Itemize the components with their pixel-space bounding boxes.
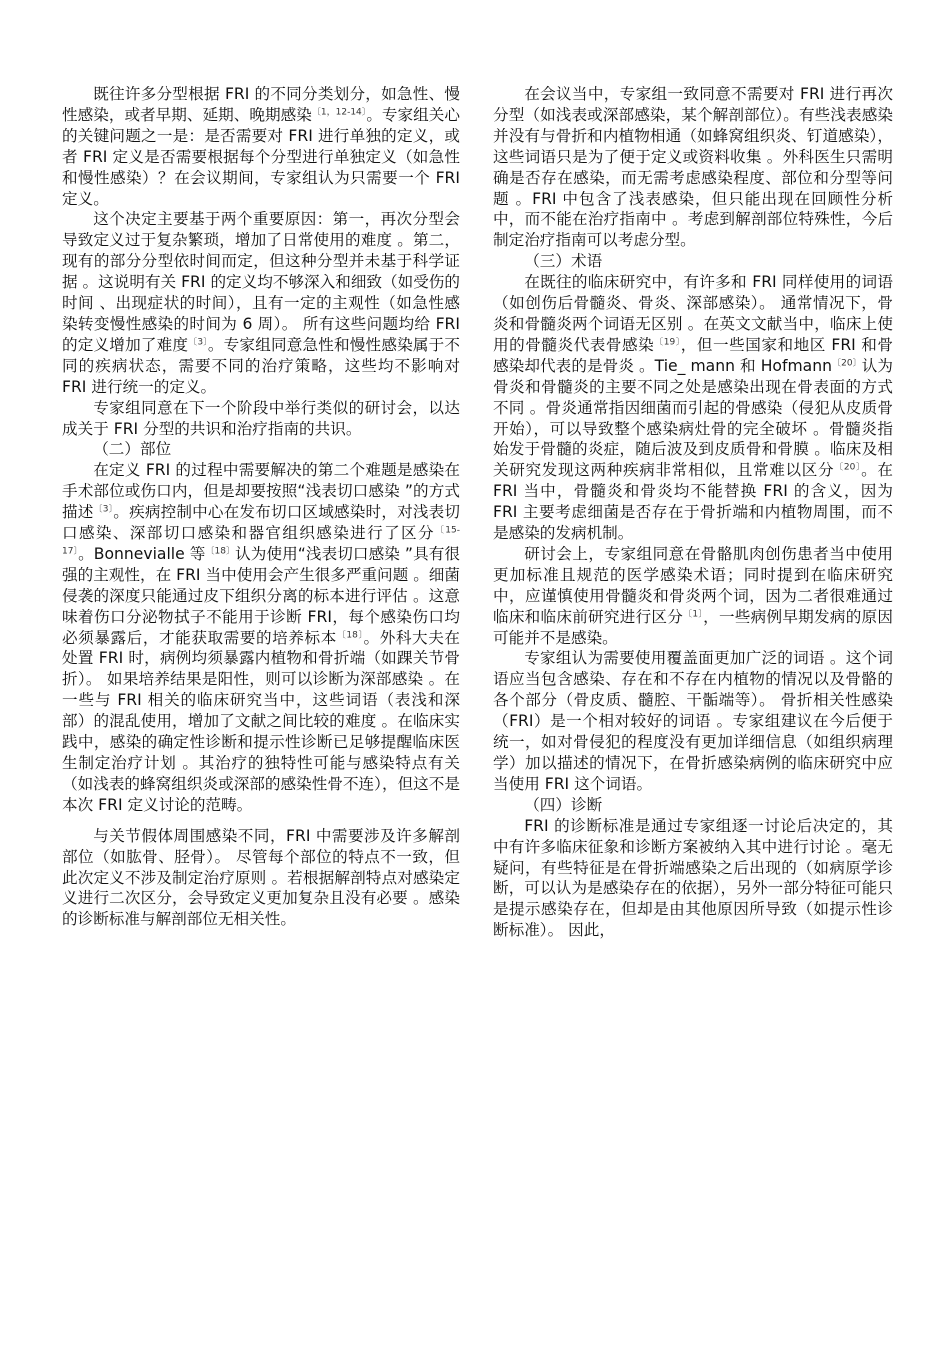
section-heading-location: （二）部位 <box>93 440 172 459</box>
left-paragraph-2: 这个决定主要基于两个重要原因：第一，再次分型会导致定义过于复杂繁琐，增加了日常使用的难度 。第二，现有的部分分型依时间而定，但这种分型并未基于科学证据 。这说明有关 FRI 的定义均不够深入和细致（如受伤的时间 、出现症状的时间），且有一定的主观性（如急性感染转变慢性感染的时间为 6 周）。 所有这些问题均给 FRI 的定义增加了难度$^{〔3〕}$。专家组同意急性和慢性感染属于不同的疾病状态，需要不同的治疗策略，这些均不影响对 FRI 进行统一的定义。 <box>62 210 460 396</box>
right-paragraph-5: FRI 的诊断标准是通过专家组逐一讨论后决定的，其中有许多临床征象和诊断方案被纳入其中进行讨论 。毫无疑问，有些特征是在骨折端感染之后出现的（如病原学诊断，可以认为是感染存在的依据），另外一部分特征可能只是提示感染存在，但却是由其他原因所导致（如提示性诊断标准）。 因此， <box>493 816 893 940</box>
right-column <box>493 84 893 941</box>
left-paragraph-4: 在定义 FRI 的过程中需要解决的第二个难题是感染在手术部位或伤口内，但是却要按照“浅表切口感染 ”的方式描述$^{〔3〕}$。疾病控制中心在发布切口区域感染时，对浅表切口感染、深部切口感染和器官组织感染进行了区分$^{〔15-17〕}$。Bonnevialle 等$^{〔18〕}$认为使用“浅表切口感染 ”具有很强的主观性，在 FRI 当中使用会产生很多严重问题 。细菌侵袭的深度只能通过皮下组织分离的标本进行评估 。这意味着伤口分泌物拭子不能用于诊断 FRI，每个感染伤口均必须暴露后，才能获取需要的培养标本$^{〔18〕}$。外科大夫在处置 FRI 时，病例均须暴露内植物和骨折端（如踝关节骨折）。 如果培养结果是阳性，则可以诊断为深部感染 。在一些与 FRI 相关的临床研究当中，这些词语（表浅和深部）的混乱使用，增加了文献之间比较的难度 。在临床实践中，感染的确定性诊断和提示性诊断已足够提醒临床医生制定治疗计划 。其治疗的独特性可能与感染特点有关（如浅表的蜂窝组织炎或深部的感染性骨不连），但这不是本次 FRI 定义讨论的范畴。 <box>62 461 461 814</box>
section-heading-terminology: （三）术语 <box>524 252 603 271</box>
citation: 〔18〕 <box>205 546 236 557</box>
citation: 〔20〕 <box>834 462 862 473</box>
citation: 〔15-17〕 <box>62 525 460 557</box>
left-paragraph-3: 专家组同意在下一个阶段中举行类似的研讨会，以达成关于 FRI 分型的共识和治疗指南的共识。 <box>62 398 460 438</box>
right-paragraph-3: 研讨会上，专家组同意在骨骼肌肉创伤患者当中使用更加标准且规范的医学感染术语；同时提到在临床研究中，应谨慎使用骨髓炎和骨炎两个词，因为二者很难通过临床和临床前研究进行区分$^{〔1〕}$，一些病例早期发病的原因可能并不是感染。 <box>493 544 893 647</box>
citation: 〔3〕 <box>93 504 114 515</box>
citation: 〔20〕 <box>831 358 862 369</box>
citation: 〔1，12-14〕 <box>311 107 367 118</box>
right-paragraph-2: 在既往的临床研究中，有许多和 FRI 同样使用的词语（如创伤后骨髓炎、骨炎、深部感染）。 通常情况下，骨炎和骨髓炎两个词语无区别 。在英文文献当中，临床上使用的骨髓炎代表骨感染$^{〔19〕}$，但一些国家和地区 FRI 和骨感染却代表的是骨炎 。Tie_ mann 和 Hofmann$^{〔20〕}$认为骨炎和骨髓炎的主要不同之处是感染出现在骨表面的方式不同 。骨炎通常指因细菌而引起的骨感染（侵犯从皮质骨开始），可以导致整个感染病灶骨的完全破坏 。骨髓炎指始发于骨髓的炎症，随后波及到皮质骨和骨膜 。临床及相关研究发现这两种疾病非常相似，且常难以区分$^{〔20〕}$。在 FRI 当中，骨髓炎和骨炎均不能替换 FRI 的含义，因为 FRI 主要考虑细菌是否存在于骨折端和内植物周围，而不是感染的发病机制。 <box>493 273 893 543</box>
right-paragraph-1: 在会议当中，专家组一致同意不需要对 FRI 进行再次分型（如浅表或深部感染，某个解剖部位）。有些浅表感染并没有与骨折和内植物相通（如蜂窝组织炎、钉道感染），这些词语只是为了便于定义或资料收集 。外科医生只需明确是否存在感染，而无需考虑感染程度、部位和分型等问题 。FRI 中包含了浅表感染，但只能出现在回顾性分析中，而不能在治疗指南中 。考虑到解剖部位特殊性，今后制定治疗指南可以考虑分型。 <box>493 85 893 250</box>
left-paragraph-1: 既往许多分型根据 FRI 的不同分类划分，如急性、慢性感染，或者早期、延期、晚期感染$^{〔1,12-14〕}$。专家组关心的关键问题之一是：是否需要对 FRI 进行单独的定义，或者 FRI 定义是否需要根据每个分型进行单独定义（如急性和慢性感染）？在会议期间，专家组认为只需要一个 FRI 定义。 <box>62 85 460 208</box>
right-paragraph-4: 专家组认为需要使用覆盖面更加广泛的词语 。这个词语应当包含感染、存在和不存在内植物的情况以及骨骼的各个部分（骨皮质、髓腔、干骺端等）。 骨折相关性感染（FRI）是一个相对较好的词语 。专家组建议在今后便于统一，如对骨侵犯的程度没有更加详细信息（如组织病理学）加以描述的情况下，在骨折感染病例的临床研究中应当使用 FRI 这个词语。 <box>493 649 893 793</box>
citation: 〔18〕 <box>336 630 364 641</box>
citation: 〔1〕 <box>683 609 704 620</box>
left-paragraph-5: 与关节假体周围感染不同，FRI 中需要涉及许多解剖部位（如肱骨、胫骨）。 尽管每个部位的特点不一致，但此次定义不涉及制定治疗原则 。若根据解剖特点对感染定义进行二次区分，会导致定义更加复杂且没有必要 。感染的诊断标准与解剖部位无相关性。 <box>62 826 460 929</box>
citation: 〔3〕 <box>188 337 208 348</box>
section-heading-diagnosis: （四）诊断 <box>524 795 603 814</box>
citation: 〔19〕 <box>654 337 681 348</box>
left-column <box>62 84 460 930</box>
